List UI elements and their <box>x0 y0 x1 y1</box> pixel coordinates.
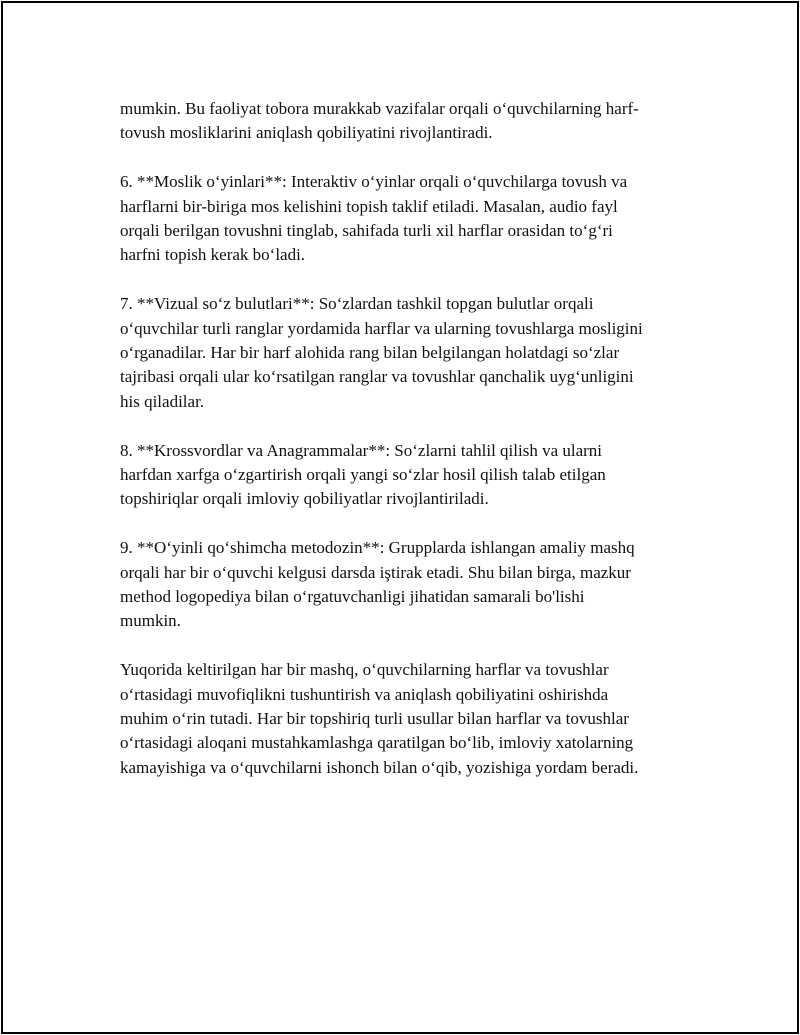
paragraph-item-9 <box>120 536 700 634</box>
paragraph-item-7 <box>120 292 700 414</box>
text-line: his qiladilar. <box>120 391 205 411</box>
text-line: tajribasi orqali ular ko‘rsatilgan ranglar va tovushlar qanchalik uyg‘unligini <box>120 367 634 387</box>
paragraph-item-8 <box>120 439 700 512</box>
text-line: method logopediya bilan o‘rgatuvchanligi jihatidan samarali bo'lishi <box>120 587 585 607</box>
text-line: tovush mosliklarini aniqlash qobiliyatini rivojlantiradi. <box>120 123 493 143</box>
paragraph-conclusion <box>120 658 700 780</box>
paragraph-item-6 <box>120 170 700 268</box>
text-line: muhim o‘rin tutadi. Har bir topshiriq turli usullar bilan harflar va tovushlar <box>120 709 629 729</box>
text-line: 9. **O‘yinli qo‘shimcha metodozin**: Grupplarda ishlangan amaliy mashq <box>120 538 635 558</box>
text-line: harflarni bir-biriga mos kelishini topish taklif etiladi. Masalan, audio fayl <box>120 196 618 216</box>
text-line: o‘rganadilar. Har bir harf alohida rang bilan belgilangan holatdagi so‘zlar <box>120 343 620 363</box>
text-line: mumkin. Bu faoliyat tobora murakkab vazifalar orqali o‘quvchilarning harf- <box>120 99 639 118</box>
text-line: harfdan xarfga o‘zgartirish orqali yangi so‘zlar hosil qilish talab etilgan <box>120 465 606 485</box>
text-line: o‘rtasidagi aloqani mustahkamlashga qaratilgan bo‘lib, imloviy xatolarning <box>120 733 634 753</box>
text-line: kamayishiga va o‘quvchilarni ishonch bilan o‘qib, yozishiga yordam beradi. <box>120 757 639 777</box>
text-line: o‘rtasidagi muvofiqlikni tushuntirish va aniqlash qobiliyatini oshirishda <box>120 684 609 704</box>
text-line: 6. **Moslik o‘yinlari**: Interaktiv o‘yinlar orqali o‘quvchilarga tovush va <box>120 172 628 192</box>
page-frame <box>1 1 799 1034</box>
text-line: mumkin. <box>120 611 181 631</box>
text-line: o‘quvchilar turli ranglar yordamida harflar va ularning tovushlarga mosligini <box>120 318 643 338</box>
text-line: 7. **Vizual so‘z bulutlari**: So‘zlardan tashkil topgan bulutlar orqali <box>120 294 594 314</box>
text-line: harfni topish kerak bo‘ladi. <box>120 245 306 265</box>
text-line: orqali har bir o‘quvchi kelgusi darsda iştirak etadi. Shu bilan birga, mazkur <box>120 562 631 582</box>
text-line: topshiriqlar orqali imloviy qobiliyatlar rivojlantiriladi. <box>120 489 489 509</box>
text-line: 8. **Krossvordlar va Anagrammalar**: So‘zlarni tahlil qilish va ularni <box>120 440 603 460</box>
document-body <box>120 97 700 805</box>
paragraph-intro-continuation <box>120 97 700 146</box>
text-line: Yuqorida keltirilgan har bir mashq, o‘quvchilarning harflar va tovushlar <box>120 660 609 680</box>
text-line: orqali berilgan tovushni tinglab, sahifada turli xil harflar orasidan to‘g‘ri <box>120 221 613 241</box>
